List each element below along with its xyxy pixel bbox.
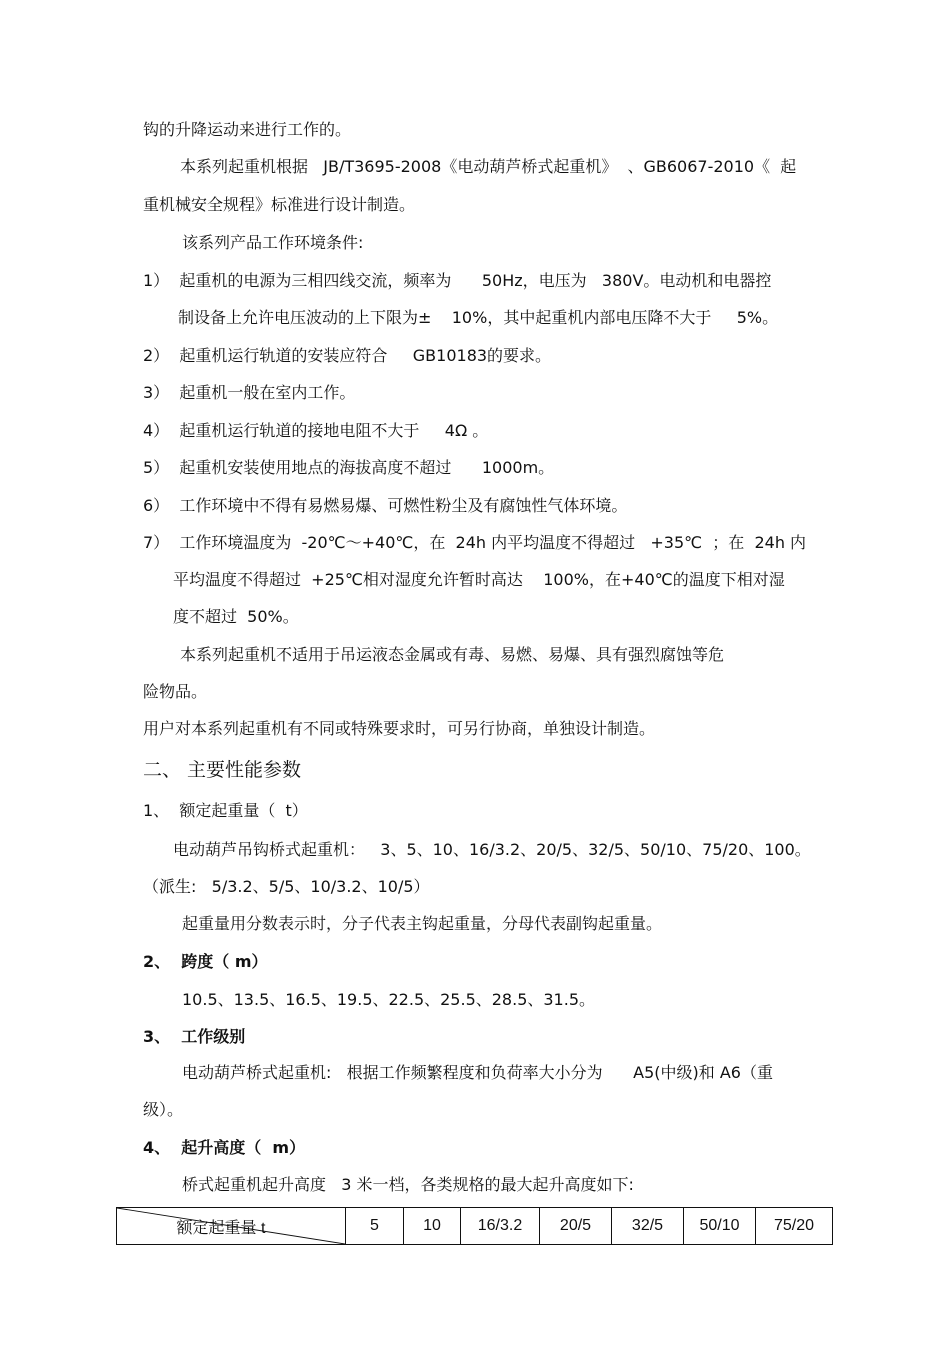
list-item: 4） 起重机运行轨道的接地电阻不大于 4Ω 。 xyxy=(143,421,489,440)
text-line: 钩的升降运动来进行工作的。 xyxy=(143,120,352,139)
text-line: 本系列起重机根据 JB/T3695-2008《电动葫芦桥式起重机》 、GB6067-2010《 起 xyxy=(180,157,797,176)
table-cell: 50/10 xyxy=(684,1208,756,1245)
table-cell: 10 xyxy=(404,1208,461,1245)
subsection-heading: 1、 额定起重量（ t） xyxy=(143,801,308,820)
text-line: 重机械安全规程》标准进行设计制造。 xyxy=(143,195,416,214)
text-line: 度不超过 50%。 xyxy=(173,607,299,626)
text-line: 险物品。 xyxy=(143,682,208,701)
text-line: 本系列起重机不适用于吊运液态金属或有毒、易燃、易爆、具有强烈腐蚀等危 xyxy=(180,645,725,664)
subsection-heading: 2、 跨度（ m） xyxy=(143,952,268,971)
header-label: 额定起重量 t xyxy=(176,1219,266,1237)
text-line: 10.5、13.5、16.5、19.5、22.5、25.5、28.5、31.5。 xyxy=(182,990,596,1009)
subsection-heading: 3、 工作级别 xyxy=(143,1027,246,1046)
list-item: 3） 起重机一般在室内工作。 xyxy=(143,383,356,402)
list-item: 2） 起重机运行轨道的安装应符合 GB10183的要求。 xyxy=(143,346,552,365)
text-line: 起重量用分数表示时，分子代表主钩起重量，分母代表副钩起重量。 xyxy=(182,914,663,933)
table-cell: 5 xyxy=(346,1208,404,1245)
text-line: 用户对本系列起重机有不同或特殊要求时，可另行协商，单独设计制造。 xyxy=(143,719,656,738)
table-header-cell xyxy=(117,1208,346,1245)
list-item: 1） 起重机的电源为三相四线交流，频率为 50Hz，电压为 380V。电动机和电器控 xyxy=(143,271,772,290)
text-line: 桥式起重机起升高度 3 米一档，各类规格的最大起升高度如下: xyxy=(182,1175,634,1194)
text-line: 该系列产品工作环境条件: xyxy=(182,233,364,252)
table-cell: 16/3.2 xyxy=(461,1208,540,1245)
text-line: 制设备上允许电压波动的上下限为± 10%，其中起重机内部电压降不大于 5%。 xyxy=(178,308,779,327)
table-row xyxy=(117,1208,833,1245)
list-item: 6） 工作环境中不得有易燃易爆、可燃性粉尘及有腐蚀性气体环境。 xyxy=(143,496,628,515)
table-cell: 20/5 xyxy=(540,1208,612,1245)
text-line: 平均温度不得超过 +25℃相对湿度允许暂时高达 100%，在+40℃的温度下相对湿 xyxy=(173,570,785,589)
subsection-heading: 4、 起升高度（ m） xyxy=(143,1138,306,1157)
lifting-height-table xyxy=(116,1207,833,1245)
text-line: 电动葫芦桥式起重机: 根据工作频繁程度和负荷率大小分为 A5(中级)和 A6（重 xyxy=(182,1063,773,1082)
table-cell: 75/20 xyxy=(756,1208,833,1245)
list-item: 5） 起重机安装使用地点的海拔高度不超过 1000m。 xyxy=(143,458,555,477)
table-cell: 32/5 xyxy=(612,1208,684,1245)
text-line: （派生: 5/3.2、5/5、10/3.2、10/5） xyxy=(143,877,430,896)
list-item: 7） 工作环境温度为 -20℃～+40℃，在 24h 内平均温度不得超过 +35℃ ；在 24h 内 xyxy=(143,533,807,552)
text-line: 电动葫芦吊钩桥式起重机： 3、5、10、16/3.2、20/5、32/5、50/10、75/20、100。 xyxy=(173,840,811,859)
text-line: 级）。 xyxy=(143,1100,184,1119)
section-heading: 二、 主要性能参数 xyxy=(143,759,302,781)
